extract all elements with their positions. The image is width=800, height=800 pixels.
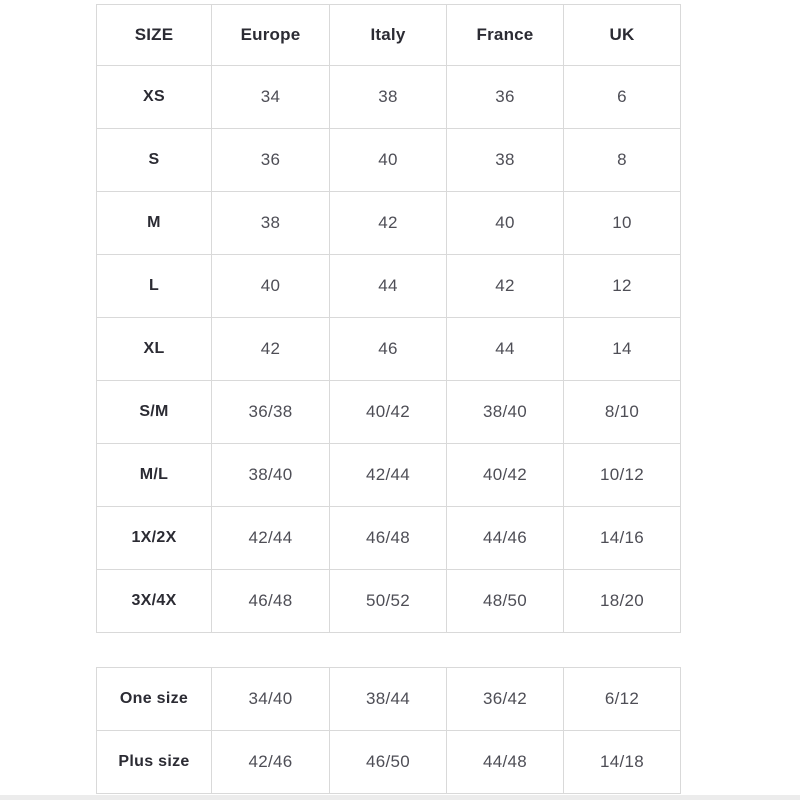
table-cell: 6 <box>564 66 681 129</box>
table-cell: 36/42 <box>447 668 564 731</box>
table-row <box>97 129 681 192</box>
table-cell: 34/40 <box>212 668 330 731</box>
table-cell: 44/48 <box>447 731 564 794</box>
table-cell: 10/12 <box>564 444 681 507</box>
row-size-label: XL <box>97 318 212 381</box>
row-size-label: 1X/2X <box>97 507 212 570</box>
table-row <box>97 192 681 255</box>
table-row <box>97 570 681 633</box>
table-row <box>97 255 681 318</box>
table-cell: 46/48 <box>330 507 447 570</box>
table-cell: 42 <box>447 255 564 318</box>
table-cell: 46 <box>330 318 447 381</box>
table-cell: 38/40 <box>212 444 330 507</box>
table-cell: 48/50 <box>447 570 564 633</box>
table-cell: 38 <box>330 66 447 129</box>
table-cell: 42 <box>212 318 330 381</box>
table-cell: 42/44 <box>212 507 330 570</box>
row-size-label: 3X/4X <box>97 570 212 633</box>
table-cell: 38 <box>447 129 564 192</box>
table-cell: 42 <box>330 192 447 255</box>
table-cell: 38/40 <box>447 381 564 444</box>
table-cell: 40 <box>330 129 447 192</box>
table-cell: 38 <box>212 192 330 255</box>
row-size-label: S <box>97 129 212 192</box>
table-row <box>97 66 681 129</box>
table-cell: 8 <box>564 129 681 192</box>
header-row <box>97 5 681 66</box>
table-cell: 6/12 <box>564 668 681 731</box>
table-row <box>97 668 681 731</box>
table-cell: 14 <box>564 318 681 381</box>
table-cell: 46/50 <box>330 731 447 794</box>
table-cell: 42/44 <box>330 444 447 507</box>
row-size-label: One size <box>97 668 212 731</box>
table-cell: 18/20 <box>564 570 681 633</box>
row-size-label: M/L <box>97 444 212 507</box>
table-cell: 12 <box>564 255 681 318</box>
table-row <box>97 381 681 444</box>
table-cell: 10 <box>564 192 681 255</box>
special-sizes-table <box>96 667 681 794</box>
table-cell: 40/42 <box>330 381 447 444</box>
table-cell: 40 <box>212 255 330 318</box>
table-cell: 44 <box>330 255 447 318</box>
column-header-uk: UK <box>564 5 681 66</box>
table-cell: 8/10 <box>564 381 681 444</box>
column-header-europe: Europe <box>212 5 330 66</box>
table-cell: 42/46 <box>212 731 330 794</box>
table-cell: 14/16 <box>564 507 681 570</box>
table-row <box>97 731 681 794</box>
table-cell: 44 <box>447 318 564 381</box>
column-header-france: France <box>447 5 564 66</box>
table-cell: 44/46 <box>447 507 564 570</box>
table-cell: 36 <box>447 66 564 129</box>
table-cell: 36/38 <box>212 381 330 444</box>
row-size-label: M <box>97 192 212 255</box>
table-cell: 34 <box>212 66 330 129</box>
table-cell: 38/44 <box>330 668 447 731</box>
table-cell: 40 <box>447 192 564 255</box>
column-header-size: SIZE <box>97 5 212 66</box>
table-row <box>97 318 681 381</box>
table-cell: 14/18 <box>564 731 681 794</box>
row-size-label: XS <box>97 66 212 129</box>
column-header-italy: Italy <box>330 5 447 66</box>
table-cell: 36 <box>212 129 330 192</box>
table-cell: 50/52 <box>330 570 447 633</box>
table-cell: 40/42 <box>447 444 564 507</box>
size-conversion-table <box>96 4 681 633</box>
row-size-label: Plus size <box>97 731 212 794</box>
row-size-label: L <box>97 255 212 318</box>
row-size-label: S/M <box>97 381 212 444</box>
table-row <box>97 507 681 570</box>
table-cell: 46/48 <box>212 570 330 633</box>
bottom-edge-divider <box>0 795 800 800</box>
table-row <box>97 444 681 507</box>
